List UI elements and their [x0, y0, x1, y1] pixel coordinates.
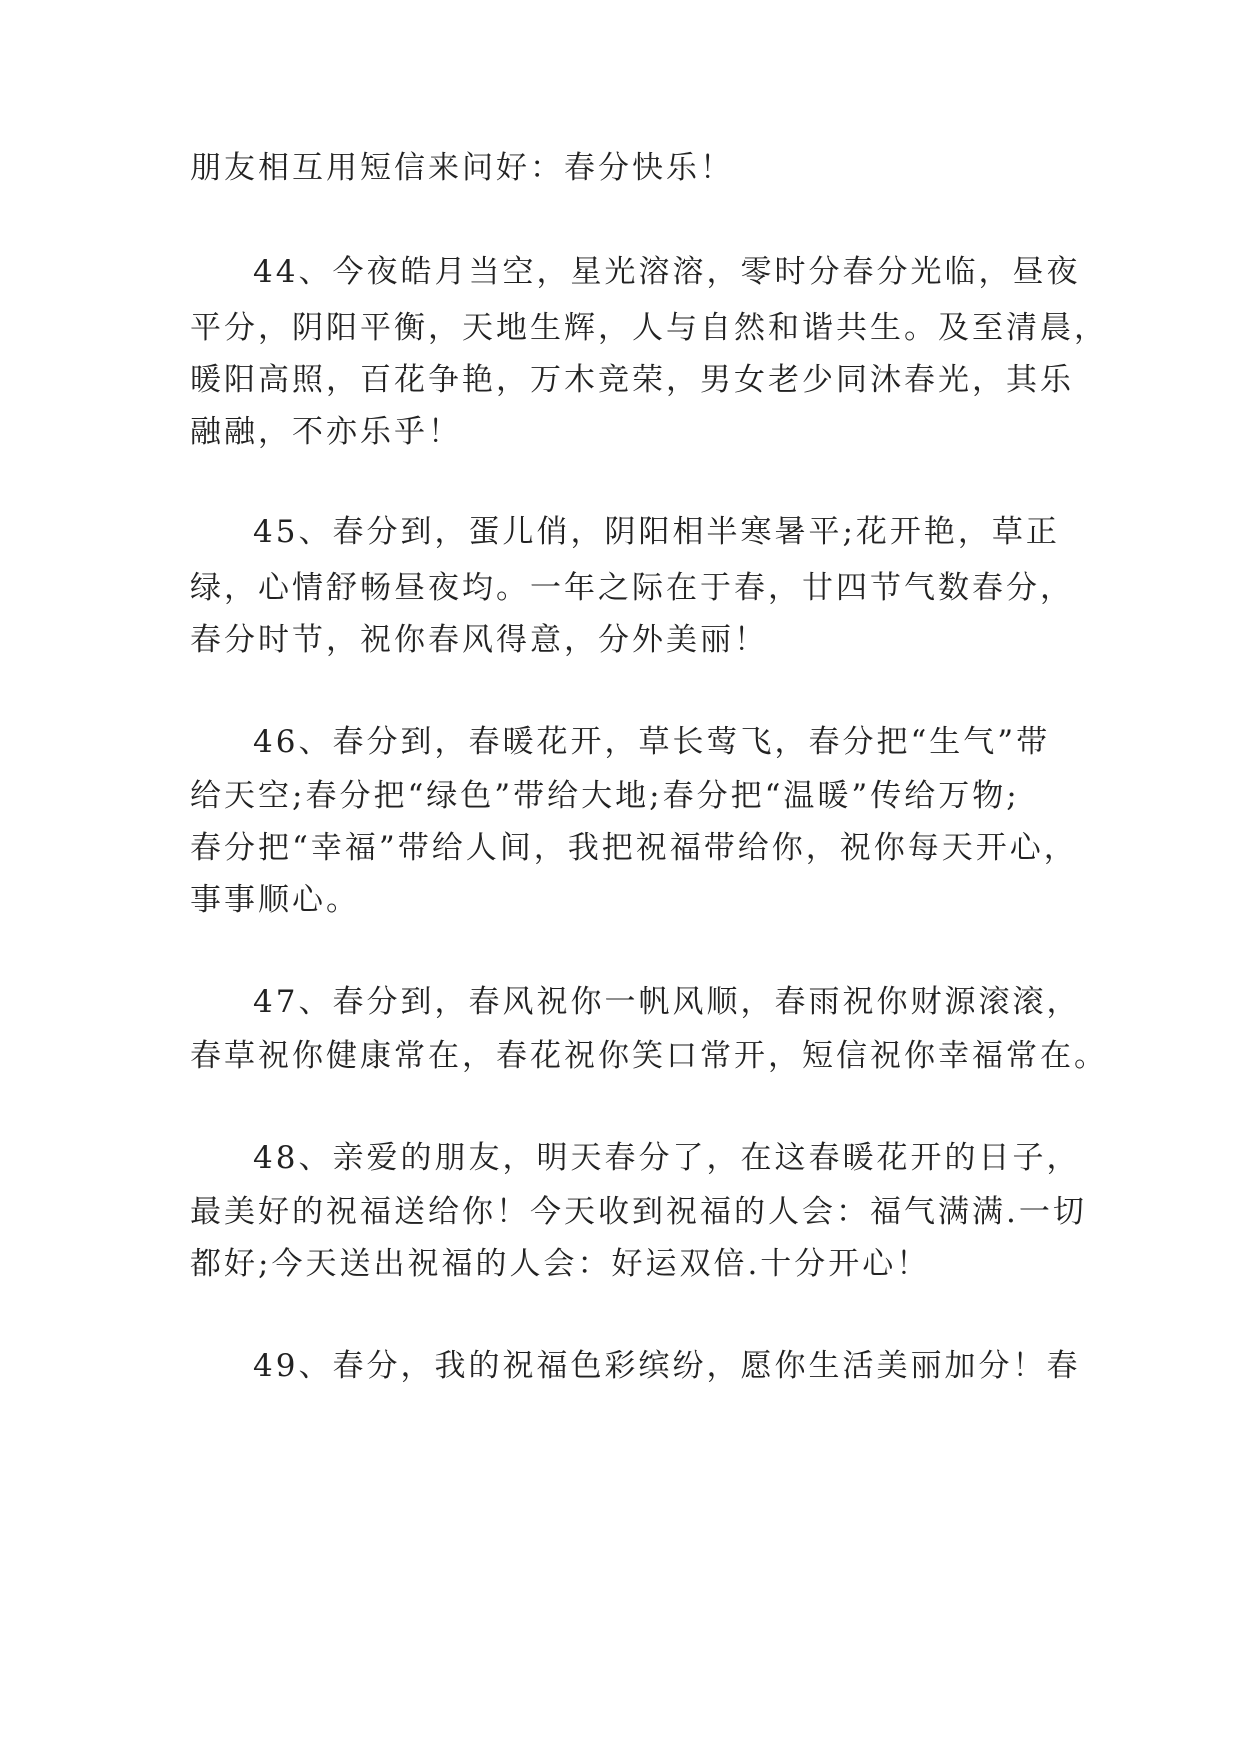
paragraph-line: 事事顺心。 — [190, 882, 360, 918]
paragraph-line: 48、亲爱的朋友，明天春分了，在这春暖花开的日子， — [253, 1140, 1081, 1176]
paragraph-line: 春分时节，祝你春风得意，分外美丽！ — [190, 622, 768, 658]
paragraph-line: 春草祝你健康常在，春花祝你笑口常开，短信祝你幸福常在。 — [190, 1038, 1108, 1074]
paragraph-line: 46、春分到，春暖花开，草长莺飞，春分把“生气”带 — [253, 724, 1051, 760]
paragraph-line: 给天空;春分把“绿色”带给大地;春分把“温暖”传给万物; — [190, 778, 1020, 814]
paragraph-line: 暖阳高照，百花争艳，万木竞荣，男女老少同沐春光，其乐 — [190, 362, 1074, 398]
paragraph-line: 春分把“幸福”带给人间，我把祝福带给你，祝你每天开心， — [190, 830, 1078, 866]
paragraph-line: 都好;今天送出祝福的人会：好运双倍.十分开心！ — [190, 1246, 931, 1282]
paragraph-line: 最美好的祝福送给你！今天收到祝福的人会：福气满满.一切 — [190, 1194, 1087, 1230]
paragraph-line: 45、春分到，蛋儿俏，阴阳相半寒暑平;花开艳，草正 — [253, 514, 1060, 550]
paragraph-line: 44、今夜皓月当空，星光溶溶，零时分春分光临，昼夜 — [253, 254, 1081, 290]
paragraph-line: 朋友相互用短信来问好：春分快乐！ — [190, 150, 734, 186]
paragraph-line: 融融，不亦乐乎！ — [190, 414, 462, 450]
paragraph-line: 绿，心情舒畅昼夜均。一年之际在于春，廿四节气数春分， — [190, 570, 1074, 606]
paragraph-line: 平分，阴阳平衡，天地生辉，人与自然和谐共生。及至清晨， — [190, 310, 1108, 346]
paragraph-line: 49、春分，我的祝福色彩缤纷，愿你生活美丽加分！春 — [253, 1348, 1081, 1384]
paragraph-line: 47、春分到，春风祝你一帆风顺，春雨祝你财源滚滚， — [253, 984, 1081, 1020]
